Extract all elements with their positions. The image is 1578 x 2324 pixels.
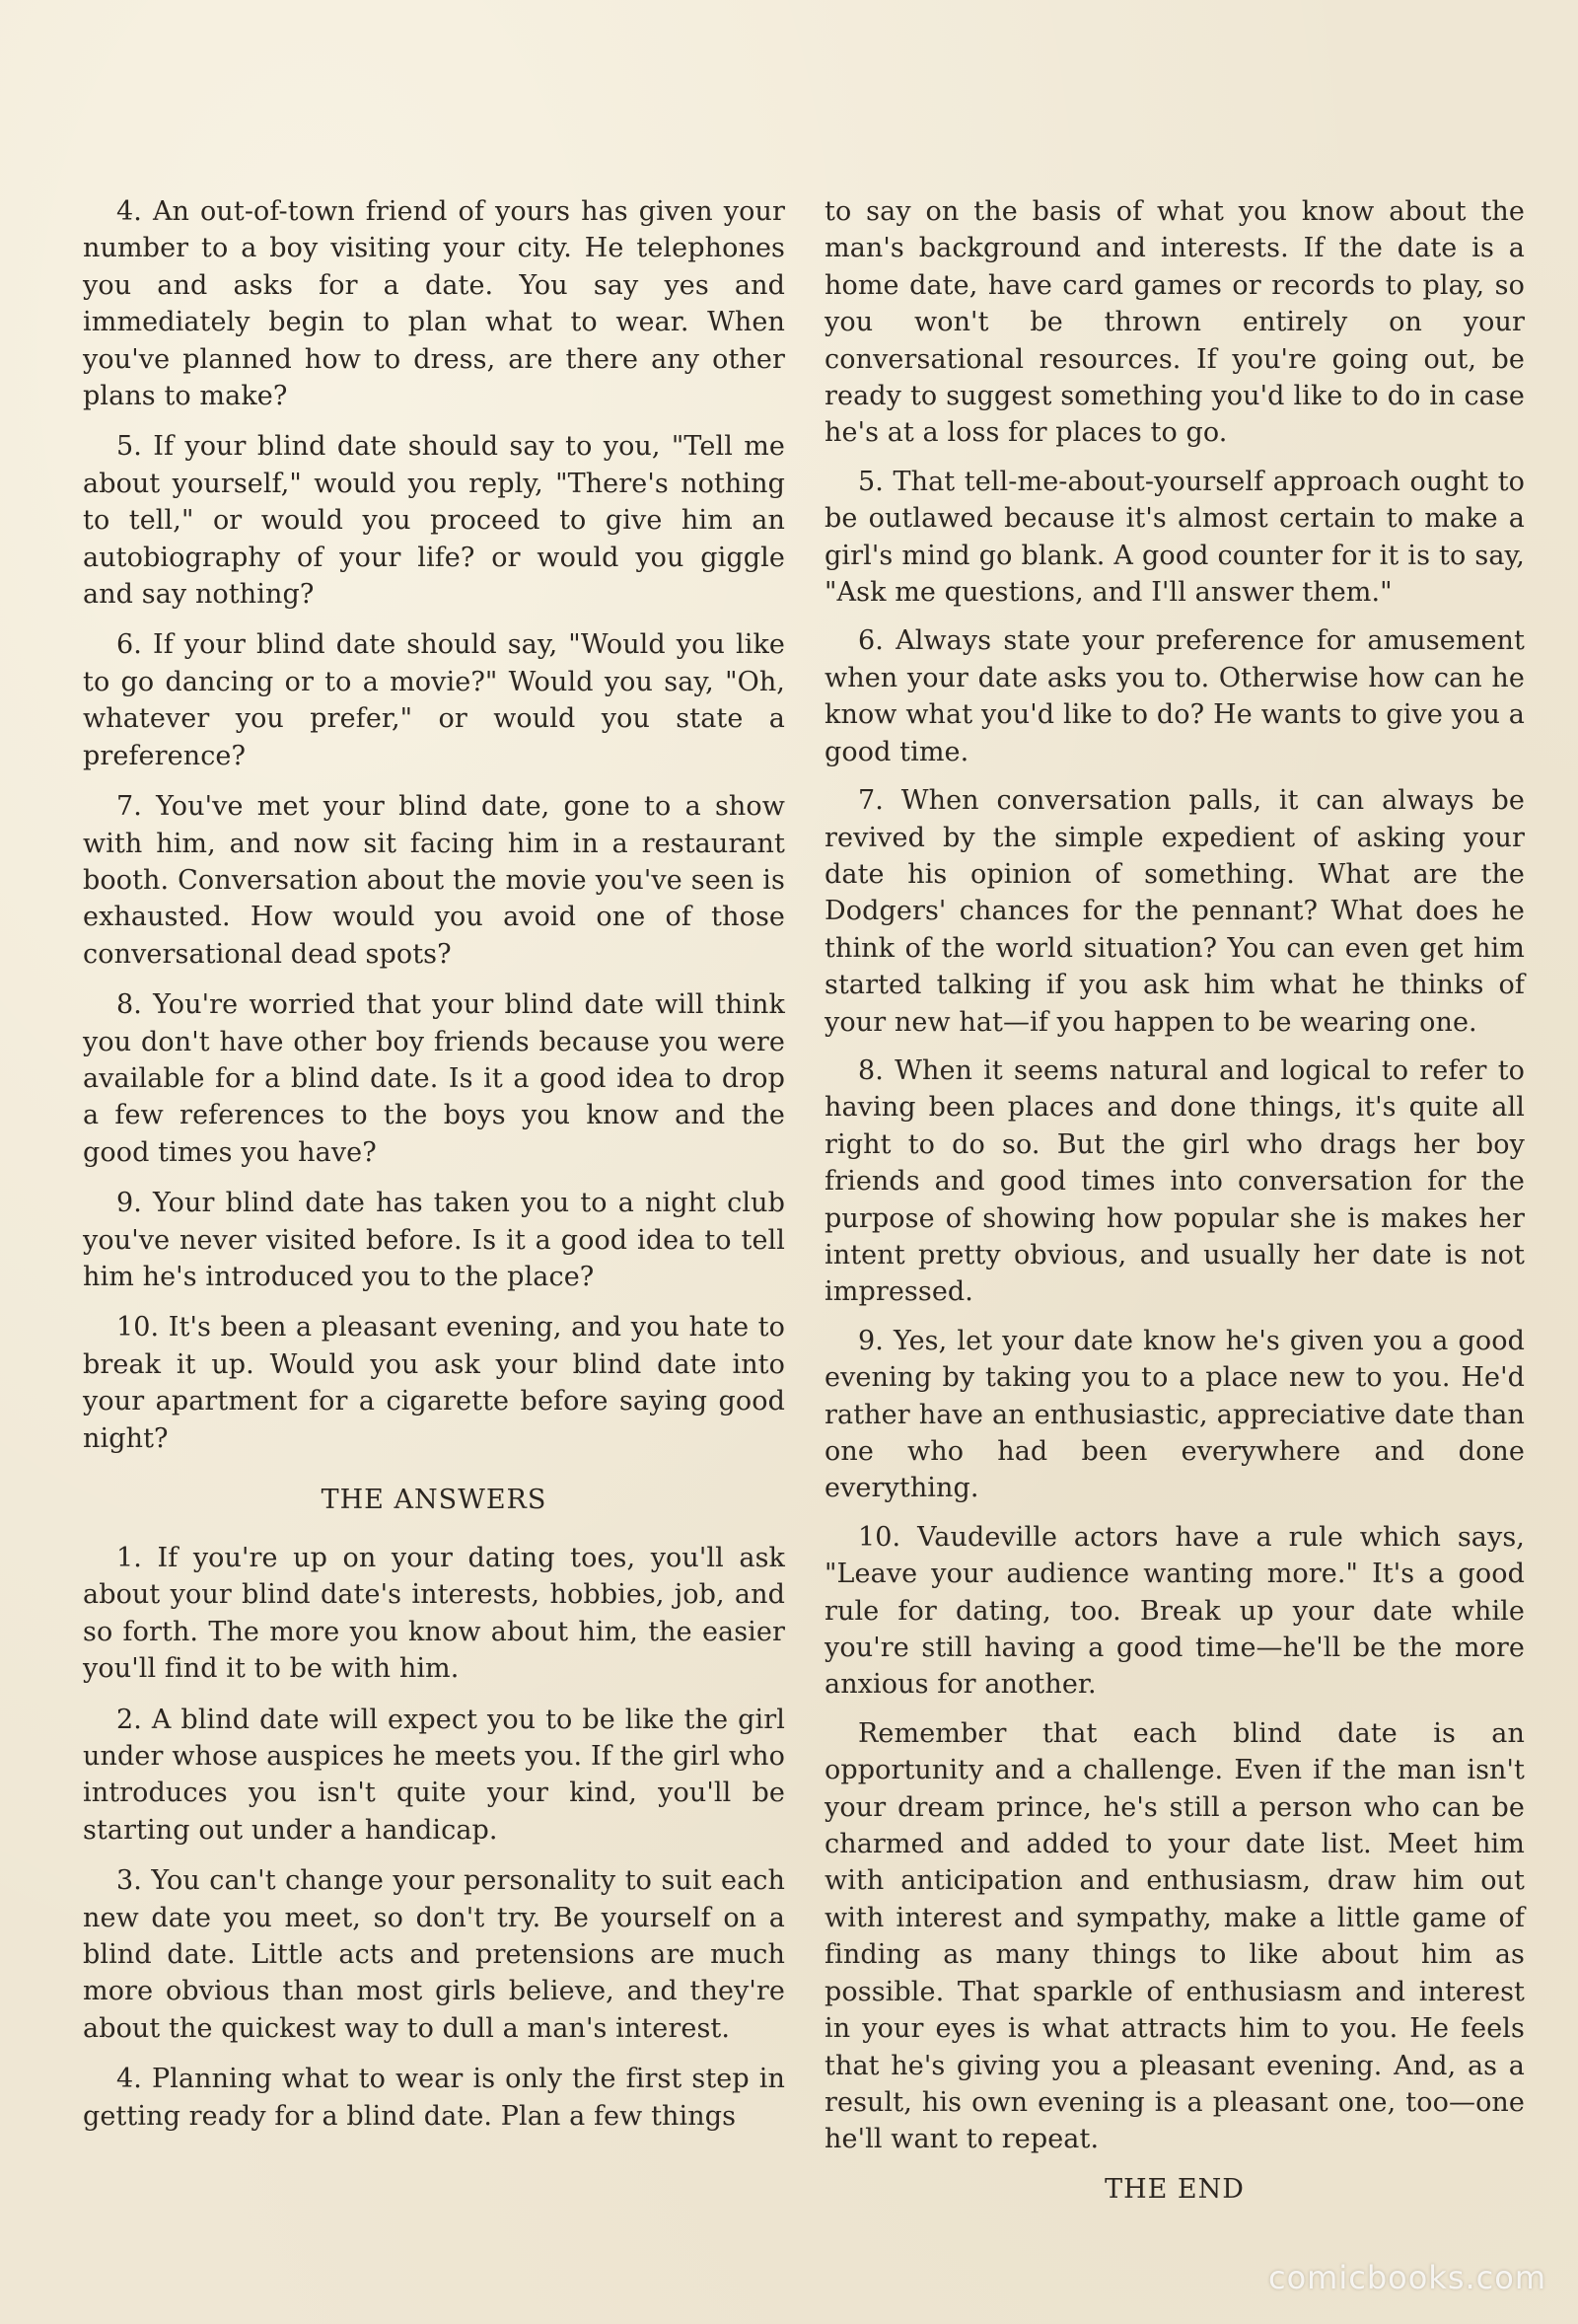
left-column (83, 193, 785, 2148)
answer-2: 2. A blind date will expect you to be like the girl under whose auspices he meets you. If the girl who introduces you isn't quite your kind, you'll be starting out under a handicap. (83, 1704, 785, 1846)
answers-heading: THE ANSWERS (321, 1485, 547, 1515)
answer-1: 1. If you're up on your dating toes, you'll ask about your blind date's interests, hobbies, job, and so forth. The more you know about him, the easier you'll find it to be with him. (83, 1543, 785, 1685)
answer-7: 7. When conversation palls, it can always be revived by the simple expedient of asking your date his opinion of something. What are the Dodgers' chances for the pennant? What does he think of the world situation? You can even get him started talking if you ask him what he thinks of your new hat—if you happen to be wearing one. (825, 785, 1525, 1038)
answer-4-start: 4. Planning what to wear is only the first step in getting ready for a blind date. Plan a few things (83, 2064, 785, 2132)
question-6: 6. If your blind date should say, "Would you like to go dancing or to a movie?" Would you say, "Oh, whatever you prefer," or would you state a preference? (83, 629, 785, 771)
question-4: 4. An out-of-town friend of yours has given your number to a boy visiting your city. He telephones you and asks for a date. You say yes and immediately begin to plan what to wear. When you've planned how to dress, are there any other plans to make? (83, 196, 785, 412)
answer-6: 6. Always state your preference for amusement when your date asks you to. Otherwise how can he know what you'd like to do? He wants to give you a good time. (825, 625, 1525, 767)
answer-10: 10. Vaudeville actors have a rule which says, "Leave your audience wanting more." It's a good rule for dating, too. Break up your date while you're still having a good time—he'll be the more anxious for another. (825, 1521, 1525, 1701)
right-column (825, 193, 1525, 2210)
watermark: comicbooks.com (1267, 2259, 1546, 2296)
the-end: THE END (1105, 2173, 1245, 2205)
question-7: 7. You've met your blind date, gone to a show with him, and now sit facing him in a restaurant booth. Conversation about the movie you've seen is exhausted. How would you avoid one of those conversational dead spots? (83, 791, 785, 970)
question-10: 10. It's been a pleasant evening, and you hate to break it up. Would you ask your blind date into your apartment for a cigarette before saying good night? (83, 1312, 785, 1454)
answer-5: 5. That tell-me-about-yourself approach ought to be outlawed because it's almost certain to make a girl's mind go blank. A good counter for it is to say, "Ask me questions, and I'll answer them." (825, 466, 1525, 609)
answer-8: 8. When it seems natural and logical to refer to having been places and done things, it's quite all right to do so. But the girl who drags her boy friends and good times into conversation for the purpose of showing how popular she is makes her intent pretty obvious, and usually her date is not impressed. (825, 1054, 1525, 1308)
question-5: 5. If your blind date should say to you, "Tell me about yourself," would you reply, "There's nothing to tell," or would you proceed to give him an autobiography of your life? or would you giggle and say nothing? (83, 431, 785, 611)
answer-4-continued: to say on the basis of what you know about the man's background and interests. If the date is a home date, have card games or records to play, so you won't be thrown entirely on your conversational resources. If you're going out, be ready to suggest something you'd like to do in case he's at a loss for places to go. (825, 196, 1525, 449)
question-8: 8. You're worried that your blind date will think you don't have other boy friends because you were available for a blind date. Is it a good idea to drop a few references to the boys you know and the good times you have? (83, 989, 785, 1168)
answer-3: 3. You can't change your personality to suit each new date you meet, so don't try. Be yourself on a blind date. Little acts and pretensions are much more obvious than most girls believe, and they're about the quickest way to dull a man's interest. (83, 1865, 785, 2044)
closing-paragraph: Remember that each blind date is an opportunity and a challenge. Even if the man isn't your dream prince, he's still a person who can be charmed and added to your date list. Meet him with anticipation and enthusiasm, draw him out with interest and sympathy, make a little game of finding as many things to like about him as possible. That sparkle of enthusiasm and interest in your eyes is what attracts him to you. He feels that he's giving you a pleasant evening. And, as a result, his own evening is a pleasant one, too—one he'll want to repeat. (825, 1717, 1525, 2155)
answer-9: 9. Yes, let your date know he's given you a good evening by taking you to a place new to you. He'd rather have an enthusiastic, appreciative date than one who had been everywhere and done everything. (825, 1325, 1525, 1504)
question-9: 9. Your blind date has taken you to a night club you've never visited before. Is it a good idea to tell him he's introduced you to the place? (83, 1188, 785, 1292)
